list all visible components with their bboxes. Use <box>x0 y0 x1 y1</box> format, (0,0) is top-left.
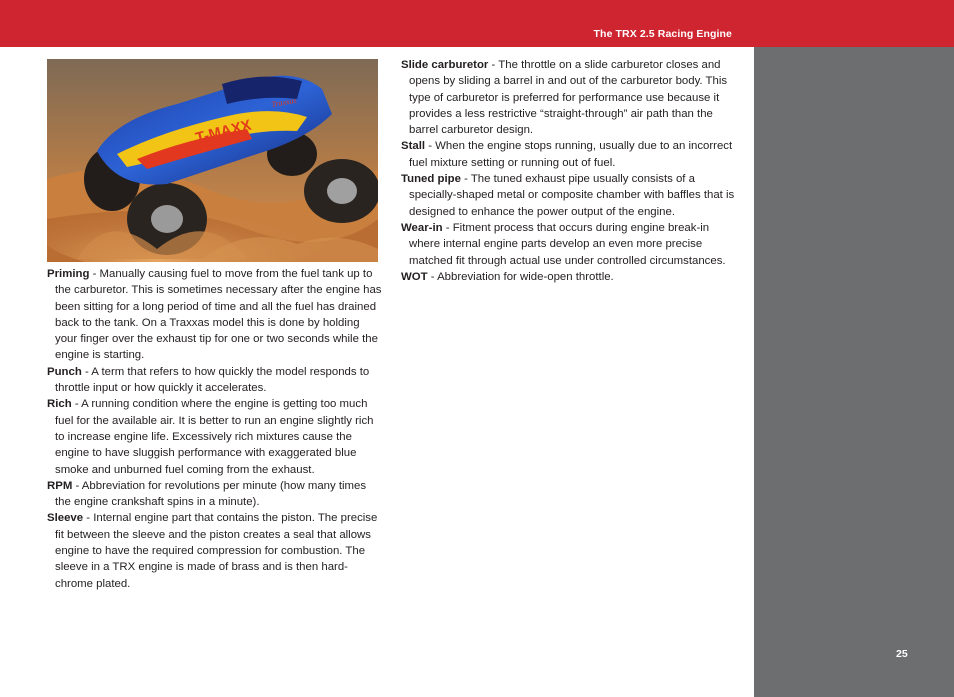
glossary-entry-priming <box>47 266 383 364</box>
glossary-term: RPM <box>47 479 73 492</box>
glossary-term: Punch <box>47 365 82 378</box>
glossary-left-column <box>47 266 383 592</box>
brand-text: Traxxas <box>270 95 298 109</box>
glossary-term: Tuned pipe <box>401 173 461 186</box>
glossary-term: Wear-in <box>401 221 443 234</box>
glossary-definition: - The throttle on a slide carburetor closes and opens by sliding a barrel in and out of the carburetor body. This type of carburetor is preferred for performance use because it provides a less restrictive “straight-through” air path than the barrel carburetor design. <box>409 59 728 137</box>
glossary-right-column <box>401 57 735 285</box>
glossary-term: Rich <box>47 398 72 411</box>
glossary-entry-tuned-pipe <box>401 171 735 220</box>
glossary-entry-rich <box>47 396 383 477</box>
truck-logo-text: T-MAXX <box>193 116 253 147</box>
glossary-term: Sleeve <box>47 512 84 525</box>
glossary-definition: - When the engine stops running, usually due to an incorrect fuel mixture setting or running out of fuel. <box>409 140 733 169</box>
glossary-term: Slide carburetor <box>401 59 489 71</box>
glossary-entry-slide-carburetor <box>401 57 735 138</box>
glossary-term: WOT <box>401 270 428 283</box>
monster-truck-photo <box>47 59 378 262</box>
glossary-definition: - A running condition where the engine is getting too much fuel for the available air. It is better to run an engine slightly rich to increase engine life. Excessively rich mixtures cause the engine to have sluggish performance with exaggerated blue smoke and unburned fuel coming from the exhaust. <box>55 398 374 476</box>
header-title: The TRX 2.5 Racing Engine <box>593 28 732 40</box>
glossary-definition: - Abbreviation for revolutions per minute (how many times the engine crankshaft spins in a minute). <box>55 479 367 509</box>
page-number: 25 <box>896 648 908 660</box>
glossary-entry-sleeve <box>47 510 383 591</box>
glossary-definition: - Manually causing fuel to move from the fuel tank up to the carburetor. This is sometimes necessary after the engine has been sitting for a long period of time and all the fuel has drained back to the tank. On a Traxxas model this is done by holding your finger over the exhaust tip for one or two seconds while the engine is starting. <box>55 268 382 362</box>
glossary-entry-wot <box>401 269 735 285</box>
glossary-definition: - Fitment process that occurs during engine break-in where internal engine parts develop an even more precise matched fit through actual use under controlled circumstances. <box>409 221 726 267</box>
glossary-definition: - A term that refers to how quickly the model responds to throttle input or how quickly it accelerates. <box>55 365 370 395</box>
glossary-term: Stall <box>401 140 426 153</box>
glossary-entry-punch <box>47 364 383 397</box>
glossary-entry-wear-in <box>401 220 735 269</box>
side-panel <box>754 47 954 697</box>
glossary-definition: - Abbreviation for wide-open throttle. <box>427 270 614 283</box>
glossary-entry-rpm <box>47 478 383 511</box>
glossary-term: Priming <box>47 268 90 280</box>
glossary-definition: - The tuned exhaust pipe usually consists of a specially-shaped metal or composite chamber with baffles that is designed to enhance the power output of the engine. <box>409 173 735 218</box>
header-bar <box>0 0 954 47</box>
glossary-definition: - Internal engine part that contains the piston. The precise fit between the sleeve and the piston creates a seal that allows engine to have the required compression for combustion. The sleeve in a TRX engine is made of brass and is then hard-chrome plated. <box>55 512 378 590</box>
glossary-entry-stall <box>401 138 735 171</box>
